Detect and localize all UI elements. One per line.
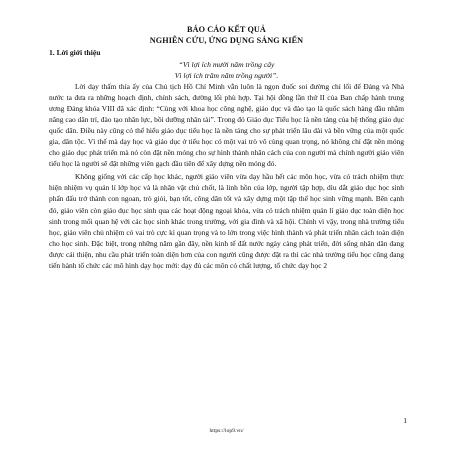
page-number: 1 [403,416,407,425]
report-subtitle: NGHIÊN CỨU, ỨNG DỤNG SÁNG KIẾN [149,36,304,45]
quote-line-2: Vì lợi ích trăm năm trồng người”. [174,71,279,80]
section-heading: 1. Lời giới thiệu [49,48,101,57]
quote-line-1: “Vì lợi ích mười năm trồng cây [178,60,275,69]
report-title: BÁO CÁO KẾT QUẢ [187,25,266,34]
footer-url: https://lop9.vn/ [209,428,244,434]
body-paragraph-1: Lời dạy thấm thía ấy của Chủ tịch Hồ Chí Minh vẫn luôn là ngọn đuốc soi đường chỉ lối để Đảng và Nhà nước ta đưa ra những hoạch định, chính sách, đường lối phù hợp. Tại hội đồng lần thứ II của Ban chấp hành trung ương Đảng khóa VIII đã xác định: “Cùng với khoa học công nghệ, giáo dục và đào tạo là quốc sách hàng đầu nhằm nâng cao dân trí, đào tạo nhân lực, bồi dưỡng nhân tài”. Trong đó Giáo dục Tiểu học là nền tảng của hệ thống giáo dục quốc dân. Điều này cũng có thể hiểu giáo dục tiểu học là nền tảng cho sự phát triển lâu dài và bền vững của một quốc gia, dân tộc. Vì thế mà dạy học và giáo dục ở tiểu học có một vai trò vô cùng quan trọng, nó không chỉ đặt nền móng cho giáo dục phát triển mà nó còn đặt nền móng cho sự hình thành nhân cách của con người mà chính người giáo viên tiểu học là người sẽ đặt những viên gạch đầu tiên để xây dựng nền móng đó. [49,82,404,169]
body-paragraph-2: Không giống với các cấp học khác, người giáo viên vừa dạy hầu hết các môn học, vừa có trách nhiệm thực hiện nhiệm vụ quản lí lớp học và là nhân vật chủ chốt, là linh hồn của lớp, người tập hợp, dìu dắt giáo dục học sinh phấn đấu trở thành con ngoan, trò giỏi, bạn tốt, công dân tốt và xây dựng một tập thể học sinh vững mạnh. Bên cạnh đó, giáo viên còn giáo dục học sinh qua các hoạt động ngoại khóa, vừa có trách nhiệm quản lí giáo dục toàn diện học sinh trong mối quan hệ với các học sinh khác trong trường, với gia đình và xã hội. Chính vì vậy, trong nhà trường tiểu học, giáo viên chủ nhiệm có vai trò cực kì quan trọng và to lớn trong việc hình thành và phát triển nhân cách toàn diện cho học sinh. Đặc biệt, trong những năm gần đây, nền kinh tế đất nước ngày càng phát triển, đời sống nhân dân đang được cải thiện, nhu cầu phát triển toàn diện hơn của con người cũng được đặt ra thì các nhà trường tiểu học cũng đang tiến hành tổ chức các mô hình dạy học mới: dạy đủ các môn có chất lượng, tổ chức dạy học 2 [49,172,404,270]
